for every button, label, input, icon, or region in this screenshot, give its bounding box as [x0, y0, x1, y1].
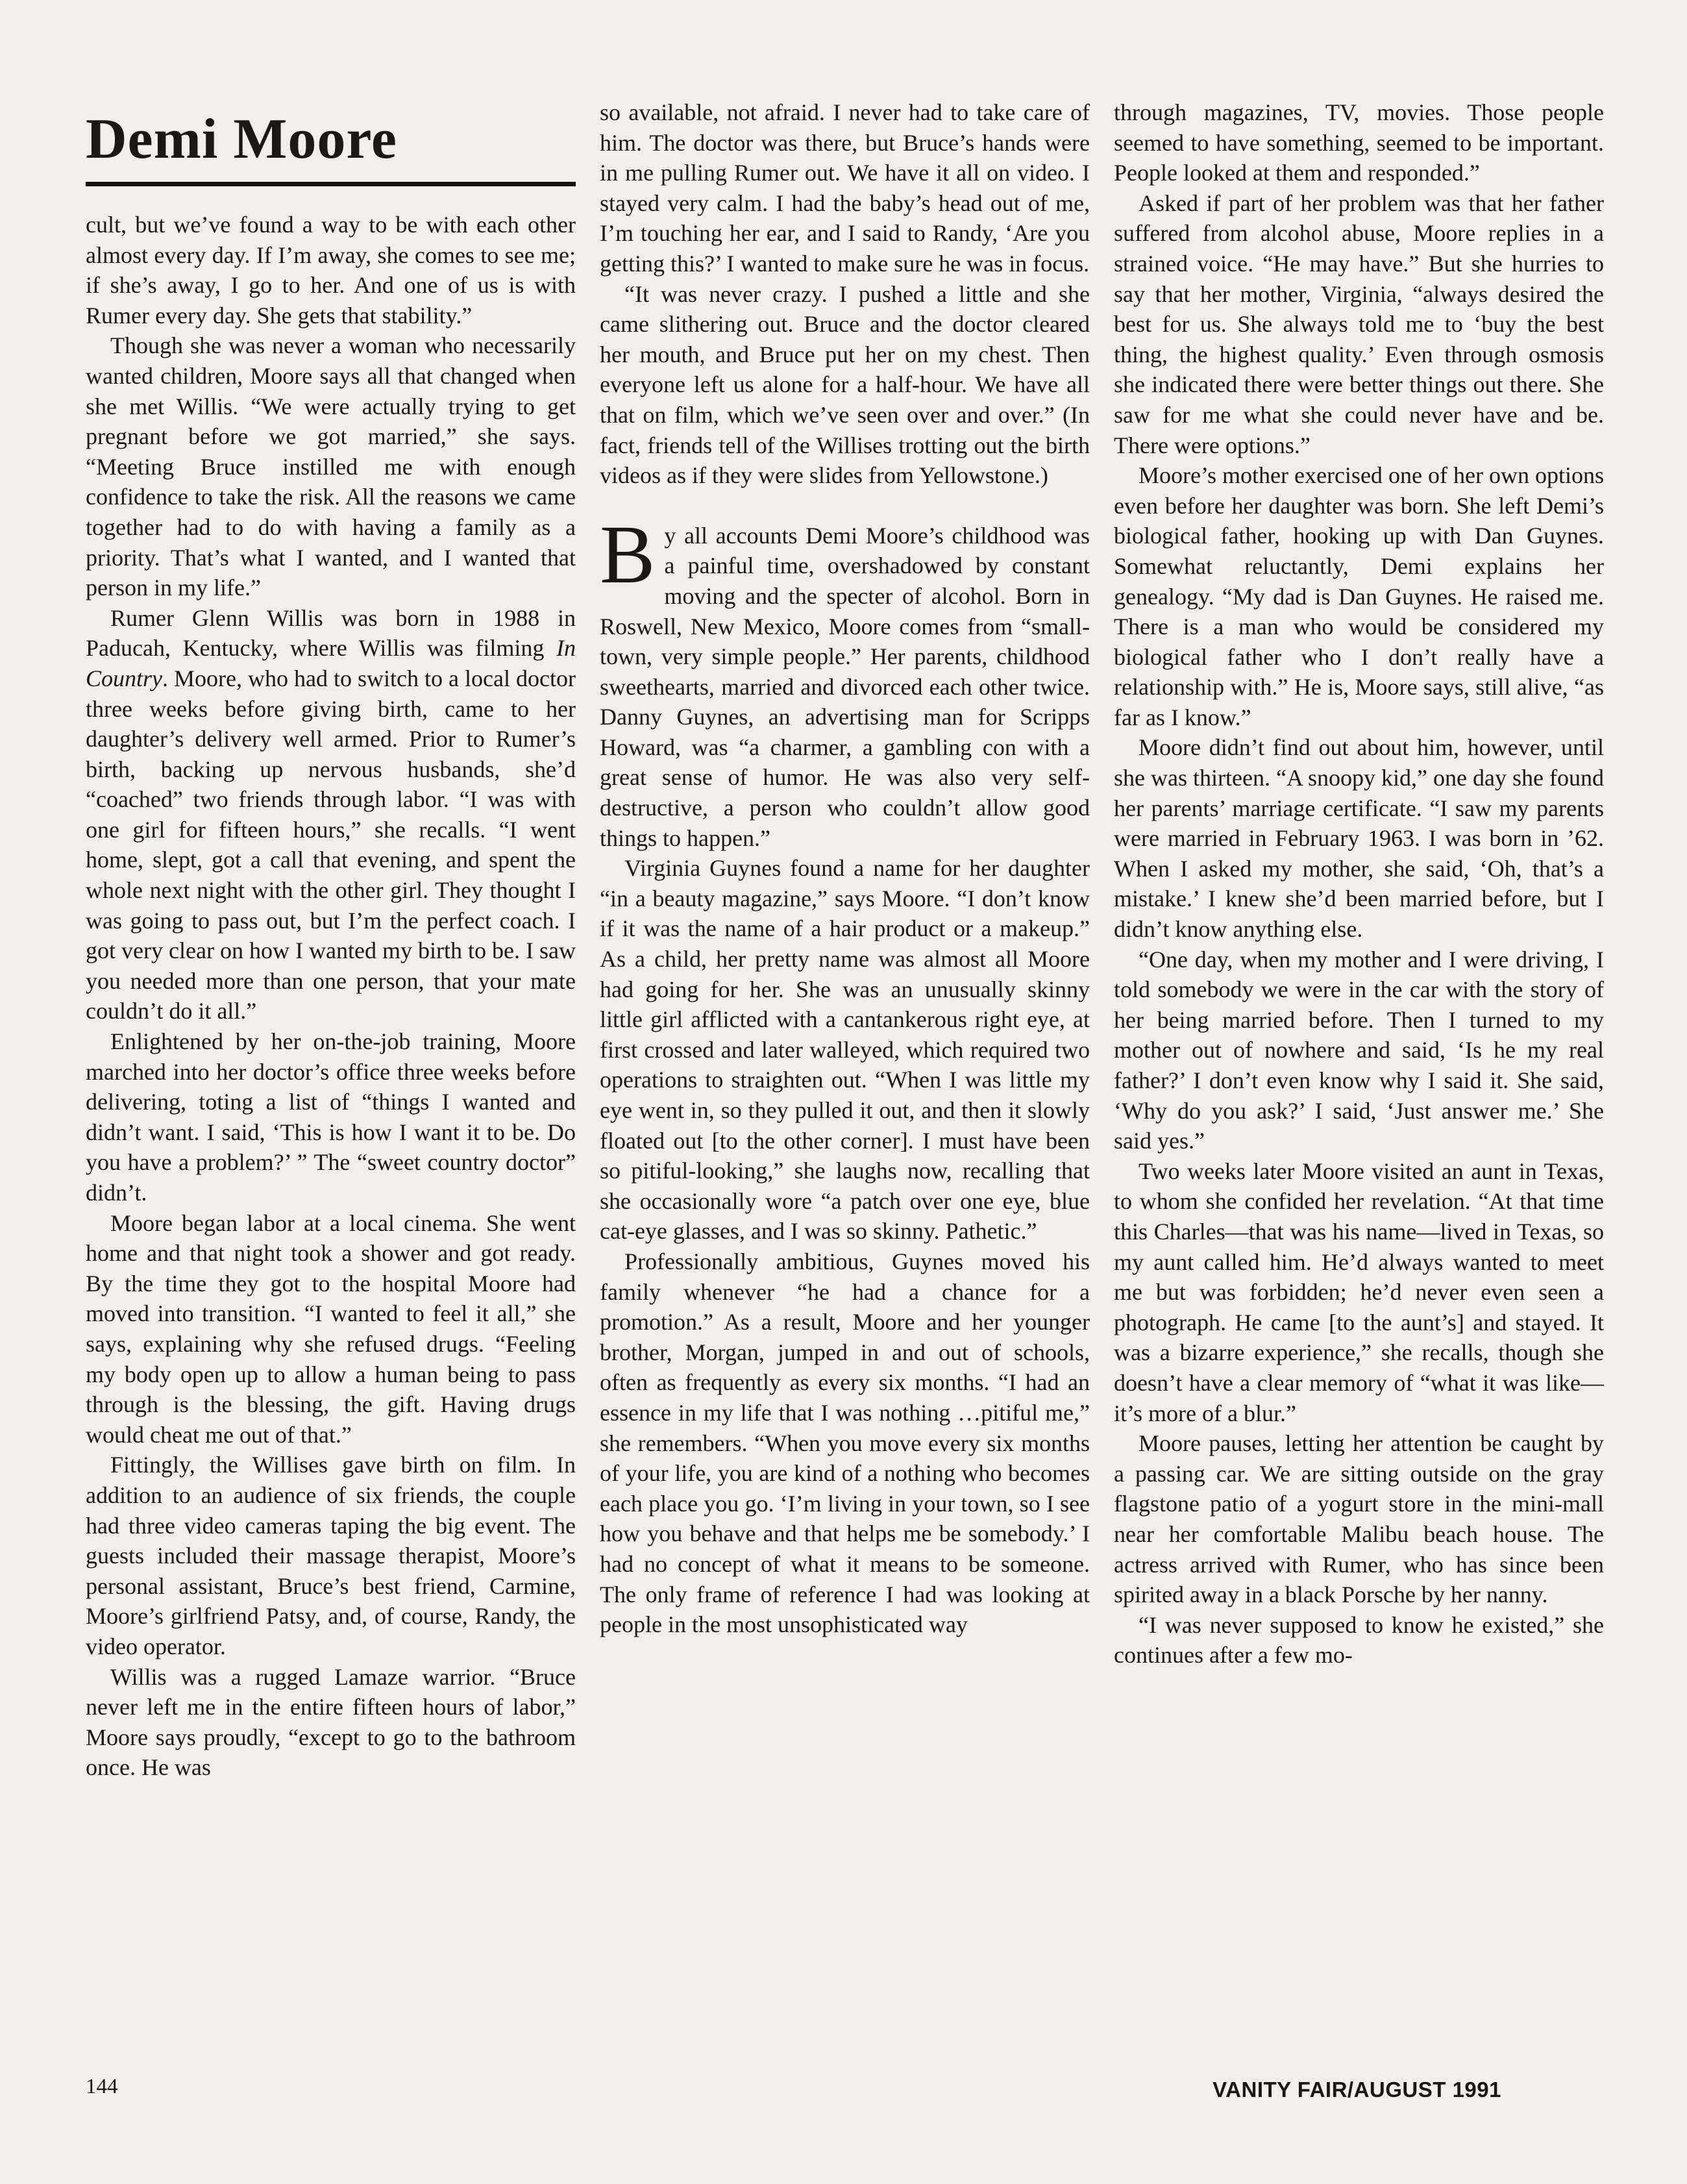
article-header [86, 110, 576, 186]
paragraph: Though she was never a woman who necessarily wanted children, Moore says all that changed when she met Willis. “We were actually trying to get pregnant before we got married,” she says. “Meeting Bruce instilled me with enough confidence to take the risk. All the reasons we came together had to do with having a family as a priority. That’s what I wanted, and I wanted that person in my life.” [86, 332, 576, 601]
paragraph: Virginia Guynes found a name for her daughter “in a beauty magazine,” says Moore. “I don’t know if it was the name of a hair product or a makeup.” As a child, her pretty name was almost all Moore had going for her. She was an unusually skinny little girl afflicted with a cantankerous right eye, at first crossed and later walleyed, which required two operations to straighten out. “When I was little my eye went in, so they pulled it out, and then it slowly floated out [to the other corner]. I must have been so pitiful-looking,” she laughs now, recalling that she occasionally wore “a patch over one eye, blue cat-eye glasses, and I was so skinny. Pathetic.” [600, 855, 1090, 1245]
paragraph: Professionally ambitious, Guynes moved his family whenever “he had a chance for a promotion.” As a result, Moore and her younger brother, Morgan, jumped in and out of schools, often as frequently as every six months. “I had an essence in my life that I was nothing …pitiful me,” she remembers. “When you move every six months of your life, you are kind of a nothing who becomes each place you go. ‘I’m living in your town, so I see how you behave and that helps me be somebody.’ I had no concept of what it means to be someone. The only frame of reference I had was looking at people in the most unsophisticated way [600, 1248, 1090, 1638]
column-3 [1114, 97, 1604, 1670]
paragraph: Two weeks later Moore visited an aunt in Texas, to whom she confided her revelation. “At that time this Charles—that was his name—lived in Texas, so my aunt called him. He’d always wanted to meet me but was forbidden; he’d never even seen a photograph. He came [to the aunt’s] and stayed. It was a bizarre experience,” she recalls, though she doesn’t have a clear memory of “what it was like—it’s more of a blur.” [1114, 1158, 1604, 1426]
drop-cap: B [600, 508, 656, 601]
paragraph: “One day, when my mother and I were driving, I told somebody we were in the car with the story of her being married before. Then I turned to my mother out of nowhere and said, ‘Is he my real father?’ I don’t even know why I said it. She said, ‘Why do you ask?’ I said, ‘Just answer me.’ She said yes.” [1114, 946, 1604, 1154]
paragraph: so available, not afraid. I never had to take care of him. The doctor was there, but Bruce’s hands were in me pulling Rumer out. We have it all on video. I stayed very calm. I had the baby’s head out of me, I’m touching her ear, and I said to Randy, ‘Are you getting this?’ I wanted to make sure he was in focus. [600, 99, 1090, 277]
page-number: 144 [86, 2075, 118, 2098]
column-2 [600, 97, 1090, 1640]
column-1-text [86, 210, 576, 1783]
paragraph: Moore didn’t find out about him, however, until she was thirteen. “A snoopy kid,” one day she found her parents’ marriage certificate. “I saw my parents were married in February 1963. I was born in ’62. When I asked my mother, she said, ‘Oh, that’s a mistake.’ I knew she’d been married before, but I didn’t know anything else. [1114, 734, 1604, 943]
footer-magazine-date: VANITY FAIR/AUGUST 1991 [1213, 2078, 1501, 2102]
paragraph: Willis was a rugged Lamaze warrior. “Bruce never left me in the entire fifteen hours of labor,” Moore says proudly, “except to go to the bathroom once. He was [86, 1663, 576, 1781]
paragraph: “It was never crazy. I pushed a little and she came slithering out. Bruce and the doctor cleared her mouth, and Bruce put her on my chest. Then everyone left us alone for a half-hour. We have all that on film, which we’ve seen over and over.” (In fact, friends tell of the Willises trotting out the birth videos as if they were slides from Yellowstone.) [600, 280, 1090, 489]
page-title: Demi Moore [86, 108, 397, 171]
paragraph: “I was never supposed to know he existed,” she continues after a few mo- [1114, 1611, 1604, 1669]
paragraph: By all accounts Demi Moore’s childhood was a painful time, overshadowed by constant moving and the specter of alcohol. Born in Roswell, New Mexico, Moore comes from “small-town, very simple people.” Her parents, childhood sweethearts, married and divorced each other twice. Danny Guynes, an advertising man for Scripps Howard, was “a charmer, a gambling con with a great sense of humor. He was also very self-destructive, a person who couldn’t allow good things to happen.” [600, 508, 1090, 851]
column-2-text [600, 97, 1090, 1640]
paragraph: Asked if part of her problem was that her father suffered from alcohol abuse, Moore replies in a strained voice. “He may have.” But she hurries to say that her mother, Virginia, “always desired the best for us. She always told me to ‘buy the best thing, the highest quality.’ Even through osmosis she indicated there were better things out there. She saw for me what she could never have and be. There were options.” [1114, 190, 1604, 458]
paragraph: Rumer Glenn Willis was born in 1988 in Paducah, Kentucky, where Willis was filming In Country. Moore, who had to switch to a local doctor three weeks before giving birth, came to her daughter’s delivery well armed. Prior to Rumer’s birth, backing up nervous husbands, she’d “coached” two friends through labor. “I was with one girl for fifteen hours,” she recalls. “I went home, slept, got a call that evening, and spent the whole next night with the other girl. They thought I was going to pass out, but I’m the perfect coach. I got very clear on how I wanted my birth to be. I saw you needed more than one person, that your mate couldn’t do it all.” [86, 604, 576, 1024]
title-rule [86, 182, 576, 186]
paragraph: Moore’s mother exercised one of her own options even before her daughter was born. She left Demi’s biological father, hooking up with Dan Guynes. Somewhat reluctantly, Demi explains her genealogy. “My dad is Dan Guynes. He raised me. There is a man who would be considered my biological father who I don’t really have a relationship with.” He is, Moore says, still alive, “as far as I know.” [1114, 462, 1604, 730]
paragraph: through magazines, TV, movies. Those people seemed to have something, seemed to be important. People looked at them and responded.” [1114, 99, 1604, 186]
paragraph: Fittingly, the Willises gave birth on film. In addition to an audience of six friends, the couple had three video cameras taping the big event. The guests included their massage therapist, Moore’s personal assistant, Bruce’s best friend, Carmine, Moore’s girlfriend Patsy, and, of course, Randy, the video operator. [86, 1452, 576, 1659]
paragraph: Moore pauses, letting her attention be caught by a passing car. We are sitting outside on the gray flagstone patio of a yogurt store in the mini-mall near her comfortable Malibu beach house. The actress arrived with Rumer, who has since been spirited away in a black Porsche by her nanny. [1114, 1430, 1604, 1608]
column-1 [86, 110, 576, 1783]
column-3-text [1114, 97, 1604, 1670]
paragraph: Moore began labor at a local cinema. She went home and that night took a shower and got ready. By the time they got to the hospital Moore had moved into transition. “I wanted to feel it all,” she says, explaining why she refused drugs. “Feeling my body open up to allow a human being to pass through is the blessing, the gift. Having drugs would cheat me out of that.” [86, 1210, 576, 1448]
paragraph: Enlightened by her on-the-job training, Moore marched into her doctor’s office three weeks before delivering, toting a list of “things I wanted and didn’t want. I said, ‘This is how I want it to be. Do you have a problem?’ ” The “sweet country doctor” didn’t. [86, 1028, 576, 1206]
paragraph: cult, but we’ve found a way to be with each other almost every day. If I’m away, she comes to see me; if she’s away, I go to her. And one of us is with Rumer every day. She gets that stability.” [86, 212, 576, 329]
